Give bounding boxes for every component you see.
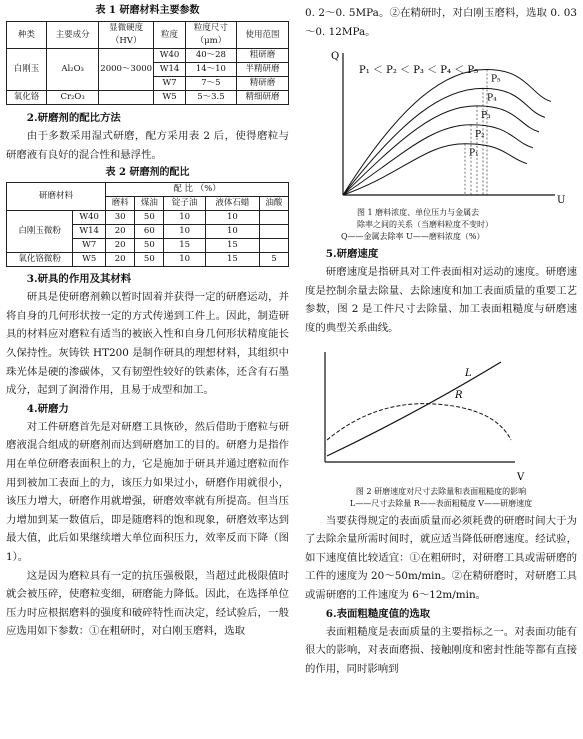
table-cell: 15 (205, 239, 259, 253)
pressure-legend: P₁ ＜ P₂ ＜ P₃ ＜ P₄ ＜ P₅ (359, 65, 479, 77)
curve-label: P₂ (475, 129, 485, 140)
figure-1-caption-line-3: Q——金属去除率 U——磨料浓度（%） (341, 232, 485, 242)
table-cell: 氧化铬 (7, 91, 47, 105)
table-cell: 精研磨 (236, 77, 288, 91)
pressure-curve (343, 70, 551, 196)
table-cell: 20 (106, 239, 135, 253)
table-cell (259, 225, 288, 239)
table-cell: 白刚玉 (7, 49, 47, 91)
table-cell: 40～28 (185, 49, 236, 63)
table-cell: 15 (205, 253, 259, 267)
table-cell: 10 (164, 225, 206, 239)
figure-1-chart (305, 45, 577, 207)
table-row (7, 49, 289, 63)
continued-text: 0. 2～0. 5MPa。②在精研时，对白刚玉磨料，选取 0. 03～0. 12MPa。 (305, 7, 577, 38)
section-6-text: 表面粗糙度是表面质量的主要指标之一。对表面功能有很大的影响，对表面磨损、接触刚度和密封性能等都有直接的作用，同时影响到 (305, 625, 577, 675)
table1-header: 使用范围 (236, 22, 288, 49)
table-cell: 7～5 (185, 77, 236, 91)
table1-header-row (7, 22, 289, 49)
curve-r-label: R (455, 389, 463, 401)
table-cell: 10 (164, 211, 206, 225)
table1-header: 粒度 (154, 22, 186, 49)
x-axis-label: V (517, 471, 525, 483)
pressure-curve (343, 144, 527, 195)
right-column (305, 0, 577, 678)
curve-label: P₄ (487, 93, 497, 104)
table2-header: 油酸 (259, 197, 288, 211)
table-cell: 2000～3000 (99, 49, 154, 91)
figure-1-caption-line-1: 图 1 磨料浓度、单位压力与金属去 (357, 208, 480, 218)
table1-header: 粒度尺寸（μm） (185, 22, 236, 49)
table1-header: 主要成分 (47, 22, 99, 49)
section-4-title: 4.研磨力 (26, 402, 69, 415)
table-cell: 50 (135, 211, 164, 225)
x-axis-label: U (557, 195, 566, 207)
figure-1-caption-line-2: 除率之间的关系（当磨料粒度不变时） (357, 220, 493, 230)
table-cell: 氧化铬微粉 (7, 253, 73, 267)
table1 (6, 21, 289, 105)
table-cell: 粗研磨 (236, 49, 288, 63)
table-cell (259, 239, 288, 253)
table-cell: 14～10 (185, 63, 236, 77)
section-3-text: 研具是使研磨剂赖以暂时固着并获得一定的研磨运动，并将自身的几何形状按一定的方式传递到工件上。因此，制造研具的材料应对磨粒有适当的被嵌入性和自身几何形状精度能长久保持性。灰铸铁 HT200 是制作研具的理想材料，其组织中珠光体是硬的渗碳体，又有韧塑性较好的铁素体，还含有石墨成分，起到了润滑作用，且易于成型和加工。 (6, 291, 289, 397)
table-cell: 15 (164, 239, 206, 253)
section-6-title: 6.表面粗糙度值的选取 (325, 607, 431, 620)
table-row (7, 211, 289, 225)
table-cell: 20 (106, 225, 135, 239)
table-cell: W7 (73, 239, 106, 253)
table-cell: 20 (106, 253, 135, 267)
table-cell: 5～3.5 (185, 91, 236, 105)
figure-2-caption-line-2: L——尺寸去除量 R——表面粗糙度 V——研磨速度 (349, 498, 533, 508)
pressure-curve (343, 89, 545, 196)
y-axis-label: Q (331, 51, 340, 63)
table-cell: 50 (135, 239, 164, 253)
table2-header: 煤油 (135, 197, 164, 211)
curve-label: P₁ (469, 148, 479, 159)
table2-header-row (7, 183, 289, 197)
table-cell: W14 (154, 63, 186, 77)
table2-header: 液体石蜡 (205, 197, 259, 211)
table-cell: 白刚玉微粉 (7, 211, 73, 253)
table-cell: 精细研磨 (236, 91, 288, 105)
table2 (6, 182, 289, 267)
figure-2-chart (305, 344, 577, 486)
table-cell: W7 (154, 77, 186, 91)
curve-label: P₅ (491, 74, 501, 85)
table-cell: W14 (73, 225, 106, 239)
section-3-title: 3.研具的作用及其材料 (26, 273, 132, 286)
section-2-text: 由于多数采用湿式研磨，配方采用表 2 后，使得磨粒与研磨液有良好的混合性和悬浮性。 (6, 130, 289, 161)
table-cell: 10 (205, 211, 259, 225)
table-cell: W40 (73, 211, 106, 225)
table-cell: W40 (154, 49, 186, 63)
table-cell (259, 211, 288, 225)
section-2-title: 2.研磨剂的配比方法 (26, 112, 121, 124)
table-cell: W5 (154, 91, 186, 105)
curve-l (327, 362, 501, 456)
curve-label: P₃ (481, 111, 491, 122)
table-cell (99, 91, 154, 105)
table-cell: 10 (164, 253, 206, 267)
section-5-text: 研磨速度是指研具对工件表面相对运动的速度。研磨速度是控制余量去除量、去除速度和加工表面质量的重要工艺参数，图 2 是工件尺寸去除量、加工表面粗糙度与研磨速度的典型关系曲线。 (305, 266, 577, 334)
table-cell: Cr₂O₃ (47, 91, 99, 105)
table1-caption: 表 1 研磨材料主要参数 (95, 5, 200, 16)
figure-2-caption-line-1: 图 2 研磨速度对尺寸去除量和表面粗糙度的影响 (355, 486, 527, 496)
table-cell: W5 (73, 253, 106, 267)
section-5-paragraph-2: 当要获得规定的表面质量而必须耗费的研磨时间大于为了去除余量所需时间时，就应适当降低研磨速度。经试验，如下速度值比较适宜：①在粗研时，对研磨工具或需研磨的工件的速度为 20～50m/min。②在精研磨时，对研磨工具或需研磨的工件速度为 6～12m/min。 (305, 514, 577, 601)
table-cell: 50 (135, 253, 164, 267)
section-4-paragraph-1: 对工件研磨首先是对研磨工具恢砂，然后借助于磨粒与研磨液混合组成的研磨剂而达到研磨加工的目的。研磨力是指作用在单位研磨表面积上的力，它是施加于研具并通过磨粒而作用到被加工表面上的力，该压力如果过小，研磨作用就很小，该压力增大，研磨作用就增强，研磨效率就有所提高。但当压力增加到某一数值后，即是随磨料的饱和现象，研磨效率达到最大值，此后如果继续增大单位面积压力，效率反而下降（图1）。 (6, 420, 289, 563)
table2-header: 配 比 （%） (106, 183, 289, 197)
section-5-title: 5.研磨速度 (325, 248, 379, 261)
figure-1-curves (343, 70, 551, 196)
left-column (6, 0, 289, 641)
pressure-curve (343, 106, 539, 195)
curve-l-label: L (465, 367, 472, 379)
table2-header: 研磨材料 (7, 183, 106, 211)
table-cell: 10 (205, 225, 259, 239)
table-row (7, 253, 289, 267)
table1-header: 显微硬度（HV） (99, 22, 154, 49)
table-cell: 5 (259, 253, 288, 267)
table-cell: Al₂O₃ (47, 49, 99, 91)
table-cell: 半精研磨 (236, 63, 288, 77)
table1-header: 种类 (7, 22, 47, 49)
table2-caption: 表 2 研磨剂的配比 (105, 167, 190, 179)
table2-header: 磨料 (106, 197, 135, 211)
table2-header: 锭子油 (164, 197, 206, 211)
table-cell: 30 (106, 211, 135, 225)
section-4-paragraph-2: 这是因为磨粒具有一定的抗压强极限，当超过此极限值时就会被压碎，使磨粒变细，研磨能力降低。因此，在选择单位压力时应根据磨料的强度和破碎特性而决定，经试验后，一般应选用如下参数：①在粗研时，对白刚玉磨料，选取 (6, 569, 289, 638)
table-cell: 60 (135, 225, 164, 239)
table-row (7, 91, 289, 105)
